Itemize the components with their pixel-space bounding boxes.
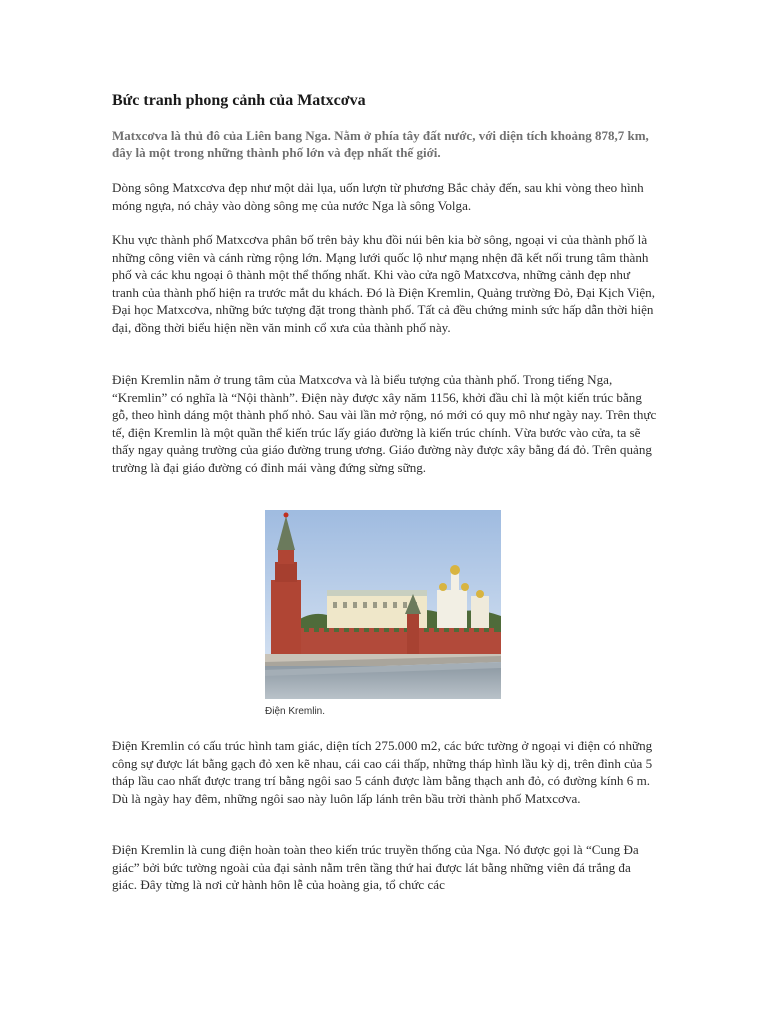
- paragraph-4: Điện Kremlin có cấu trúc hình tam giác, diện tích 275.000 m2, các bức tường ở ngoại vi điện có những công sự được lát bằng gạch đỏ xen kẽ nhau, cái cao cái thấp, những tháp hình lầu kỳ dị, trên đỉnh của 5 tháp lầu cao nhất được trang trí bằng ngôi sao 5 cánh được làm bằng thạch anh đỏ, có đường kính 6 m. Dù là ngày hay đêm, những ngôi sao này luôn lấp lánh trên bầu trời thành phố Matxcơva.: [112, 738, 653, 806]
- article-lead: Matxcơva là thủ đô của Liên bang Nga. Nằm ở phía tây đất nước, với diện tích khoảng 878,7 km, đây là một trong những thành phố lớn và đẹp nhất thế giới.: [112, 128, 649, 160]
- paragraph-3: Điện Kremlin nằm ở trung tâm của Matxcơva và là biểu tượng của thành phố. Trong tiếng Nga, “Kremlin” có nghĩa là “Nội thành”. Điện này được xây năm 1156, khởi đầu chỉ là một kiến trúc bằng gỗ, theo hình dáng một thành phố nhỏ. Sau vài lần mở rộng, nó mới có quy mô như ngày nay. Trên thực tế, điện Kremlin là một quần thể kiến trúc lấy giáo đường là kiến trúc chính. Vừa bước vào cửa, ta sẽ thấy ngay quảng trường của giáo đường trung ương. Giáo đường này được xây bằng đá đỏ. Trên quảng trường là đại giáo đường có đỉnh mái vàng đứng sừng sững.: [112, 372, 657, 475]
- article-title: Bức tranh phong cảnh của Matxcơva: [112, 92, 366, 109]
- kremlin-photo: [265, 510, 501, 699]
- photo-caption: Điện Kremlin.: [265, 706, 326, 717]
- paragraph-1: Dòng sông Matxcơva đẹp như một dải lụa, uốn lượn từ phương Bắc chảy đến, sau khi vòng theo hình móng ngựa, nó chảy vào dòng sông mẹ của nước Nga là sông Volga.: [112, 180, 644, 213]
- paragraph-2: Khu vực thành phố Matxcơva phân bố trên bảy khu đồi núi bên kia bờ sông, ngoại vi của thành phố là những công viên và cánh rừng rộng lớn. Mạng lưới quốc lộ như mạng nhện đã kết nối trung tâm thành phố và các khu ngoại ô thành một thể thống nhất. Khi vào cửa ngõ Matxcơva, những cảnh đẹp như tranh của thành phố hiện ra trước mắt du khách. Đó là Điện Kremlin, Quảng trường Đỏ, Đại Kịch Viện, Đại học Matxcơva, những bức tượng đặt trong thành phố. Tất cả đều chứng minh sức hấp dẫn thời hiện đại, đồng thời biểu hiện nền văn minh cổ xưa của thành phố này.: [112, 232, 655, 335]
- paragraph-5: Điện Kremlin là cung điện hoàn toàn theo kiến trúc truyền thống của Nga. Nó được gọi là “Cung Đa giác” bởi bức tường ngoài của đại sảnh nằm trên tầng thứ hai được lát bằng những viên đá trắng đa giác. Đây từng là nơi cử hành hôn lễ của hoàng gia, tổ chức các: [112, 842, 639, 893]
